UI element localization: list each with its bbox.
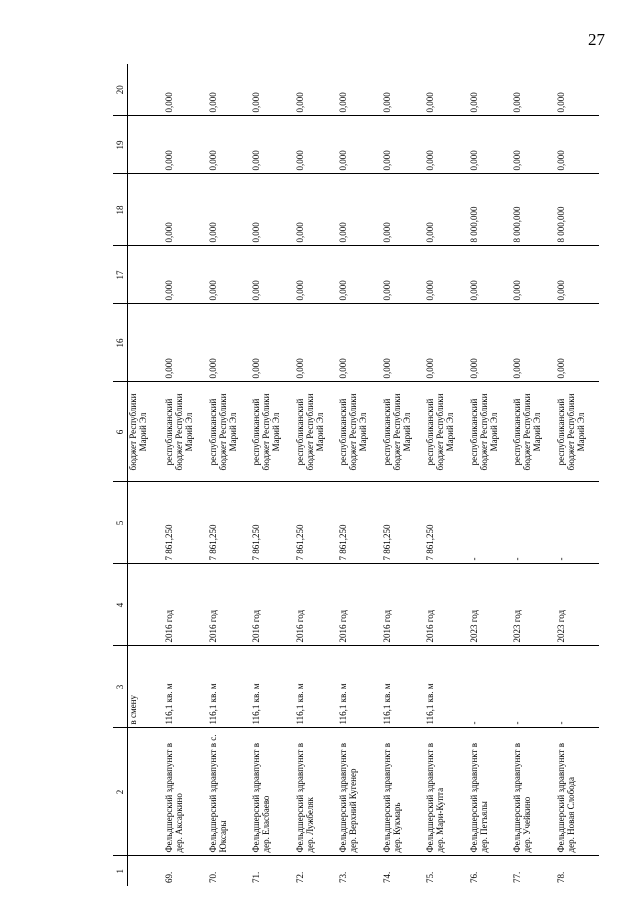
column-header: 20: [113, 64, 128, 116]
value-20: 0,000: [164, 92, 174, 113]
year: 2016 год: [208, 564, 252, 646]
facility-name: Фельдшерский здравпункт в дер. Еласбаево: [251, 728, 295, 856]
source-continuation: бюджет Республики Марий Эл: [128, 382, 165, 482]
capacity: 116,1 кв. м: [251, 646, 295, 728]
funding-source: республиканский бюджет Республики Марий Эл: [208, 382, 252, 482]
column-header: 18: [113, 174, 128, 246]
capacity: 116,1 кв. м: [338, 646, 382, 728]
row-number: 70.: [208, 856, 252, 886]
value-18: 8 000,000: [512, 174, 556, 246]
value-18: 8 000,000: [556, 174, 600, 246]
row-number: 77.: [512, 856, 556, 886]
row-number: 75.: [425, 856, 469, 886]
value-16: 0,000: [338, 304, 382, 382]
column-header: 4: [113, 564, 128, 646]
value-20: 0,000: [207, 92, 218, 113]
value-19: 0,000: [469, 116, 513, 174]
cost: 7 861,250: [251, 482, 295, 564]
value-19: 0,000: [338, 116, 382, 174]
column-header: 2: [113, 728, 128, 856]
table-cell: [128, 482, 165, 564]
row-number: 74.: [382, 856, 426, 886]
year: 2016 год: [251, 564, 295, 646]
page-number: 27: [588, 30, 605, 49]
value-19: 0,000: [556, 116, 600, 174]
cost: -: [469, 482, 513, 564]
year: 2016 год: [295, 564, 339, 646]
funding-source: республиканский бюджет Республики Марий Эл: [251, 382, 295, 482]
value-18: 8 000,000: [469, 174, 513, 246]
facility-name: Фельдшерский здравпункт в дер. Лужбеляк: [295, 728, 339, 856]
data-table: [113, 64, 599, 886]
capacity: -: [556, 646, 600, 728]
column-header: 17: [113, 246, 128, 304]
value-17: 0,000: [556, 246, 600, 304]
capacity: 116,1 кв. м: [382, 646, 426, 728]
column-header: 16: [113, 304, 128, 382]
rotated-table-container: [113, 64, 586, 886]
value-17: 0,000: [382, 246, 426, 304]
value-20: 0,000: [381, 92, 392, 113]
value-16: 0,000: [425, 304, 469, 382]
cost: 7 861,250: [425, 482, 469, 564]
facility-name: Фельдшерский здравпункт в дер. Учейкино: [512, 728, 556, 856]
value-18: 0,000: [338, 174, 382, 246]
funding-source: республиканский бюджет Республики Марий Эл: [556, 382, 600, 482]
value-17: 0,000: [208, 246, 252, 304]
value-16: 0,000: [164, 304, 208, 382]
value-20: 0,000: [555, 92, 566, 113]
value-17: 0,000: [425, 246, 469, 304]
row-number: 71.: [251, 856, 295, 886]
value-20: 0,000: [338, 92, 348, 113]
year: 2023 год: [512, 564, 556, 646]
value-17: 0,000: [512, 246, 556, 304]
continuation-row: [128, 64, 165, 886]
value-20: 0,000: [468, 92, 479, 113]
facility-name: Фельдшерский здравпункт в дер. Аксаркино: [164, 728, 208, 856]
table-row: [251, 64, 295, 886]
value-16: 0,000: [251, 304, 295, 382]
year: 2016 год: [338, 564, 382, 646]
cost: -: [512, 482, 556, 564]
cost: 7 861,250: [164, 482, 208, 564]
year: 2016 год: [382, 564, 426, 646]
value-19: 0,000: [164, 116, 208, 174]
value-17: 0,000: [164, 246, 208, 304]
row-number: 78.: [556, 856, 600, 886]
funding-source: республиканский бюджет Республики Марий Эл: [469, 382, 513, 482]
table-row: [512, 64, 556, 886]
year: 2023 год: [469, 564, 513, 646]
facility-name: Фельдшерский здравпункт в с. Юксары: [208, 728, 252, 856]
cost: 7 861,250: [382, 482, 426, 564]
row-number: 69.: [164, 856, 208, 886]
value-18: 0,000: [382, 174, 426, 246]
value-20: 0,000: [425, 92, 435, 113]
capacity: 116,1 кв. м: [425, 646, 469, 728]
row-number: 73.: [338, 856, 382, 886]
cost: 7 861,250: [295, 482, 339, 564]
value-20: 0,000: [512, 92, 522, 113]
table-row: [556, 64, 600, 886]
funding-source: республиканский бюджет Республики Марий Эл: [425, 382, 469, 482]
table-row: [164, 64, 208, 886]
funding-source: республиканский бюджет Республики Марий Эл: [512, 382, 556, 482]
value-16: 0,000: [295, 304, 339, 382]
column-header: 3: [113, 646, 128, 728]
table-cell: [128, 174, 165, 246]
column-header: 5: [113, 482, 128, 564]
cost: 7 861,250: [338, 482, 382, 564]
value-16: 0,000: [512, 304, 556, 382]
facility-name: Фельдшерский здравпункт в дер. Мари-Купта: [425, 728, 469, 856]
value-17: 0,000: [295, 246, 339, 304]
column-header: 6: [113, 382, 128, 482]
cost: 7 861,250: [208, 482, 252, 564]
table-cell: [128, 304, 165, 382]
value-18: 0,000: [208, 174, 252, 246]
value-17: 0,000: [469, 246, 513, 304]
capacity: 116,1 кв. м: [295, 646, 339, 728]
value-19: 0,000: [382, 116, 426, 174]
value-16: 0,000: [469, 304, 513, 382]
value-19: 0,000: [425, 116, 469, 174]
value-16: 0,000: [208, 304, 252, 382]
capacity: 116,1 кв. м: [208, 646, 252, 728]
facility-name: Фельдшерский здравпункт в дер. Новая Слобода: [556, 728, 600, 856]
capacity-continuation: в смену: [128, 646, 165, 728]
table-row: [338, 64, 382, 886]
facility-name: Фельдшерский здравпункт в дер. Петъялы: [469, 728, 513, 856]
value-16: 0,000: [382, 304, 426, 382]
table-row: [382, 64, 426, 886]
value-19: 0,000: [251, 116, 295, 174]
funding-source: республиканский бюджет Республики Марий Эл: [382, 382, 426, 482]
table-cell: [128, 564, 165, 646]
value-18: 0,000: [425, 174, 469, 246]
capacity: 116,1 кв. м: [164, 646, 208, 728]
column-header: 1: [113, 856, 128, 886]
header-row: [113, 64, 128, 886]
value-17: 0,000: [338, 246, 382, 304]
value-18: 0,000: [295, 174, 339, 246]
row-number: 76.: [469, 856, 513, 886]
value-20: 0,000: [251, 92, 261, 113]
table-cell: [128, 856, 165, 886]
funding-source: республиканский бюджет Республики Марий Эл: [338, 382, 382, 482]
value-19: 0,000: [512, 116, 556, 174]
table-row: [208, 64, 252, 886]
value-19: 0,000: [208, 116, 252, 174]
table-cell: [128, 64, 165, 116]
facility-name: Фельдшерский здравпункт в дер. Кукмарь: [382, 728, 426, 856]
table-row: [469, 64, 513, 886]
funding-source: республиканский бюджет Республики Марий Эл: [295, 382, 339, 482]
table-row: [295, 64, 339, 886]
year: 2016 год: [164, 564, 208, 646]
value-18: 0,000: [251, 174, 295, 246]
capacity: -: [512, 646, 556, 728]
funding-source: республиканский бюджет Республики Марий Эл: [164, 382, 208, 482]
table-body: [113, 64, 599, 886]
column-header: 19: [113, 116, 128, 174]
value-19: 0,000: [295, 116, 339, 174]
table-cell: [128, 728, 165, 856]
table-cell: [128, 246, 165, 304]
capacity: -: [469, 646, 513, 728]
value-16: 0,000: [556, 304, 600, 382]
value-18: 0,000: [164, 174, 208, 246]
table-cell: [128, 116, 165, 174]
value-17: 0,000: [251, 246, 295, 304]
value-20: 0,000: [294, 92, 305, 113]
year: 2016 год: [425, 564, 469, 646]
facility-name: Фельдшерский здравпункт в дер. Верхний Кугенер: [338, 728, 382, 856]
cost: -: [556, 482, 600, 564]
year: 2023 год: [556, 564, 600, 646]
table-row: [425, 64, 469, 886]
row-number: 72.: [295, 856, 339, 886]
